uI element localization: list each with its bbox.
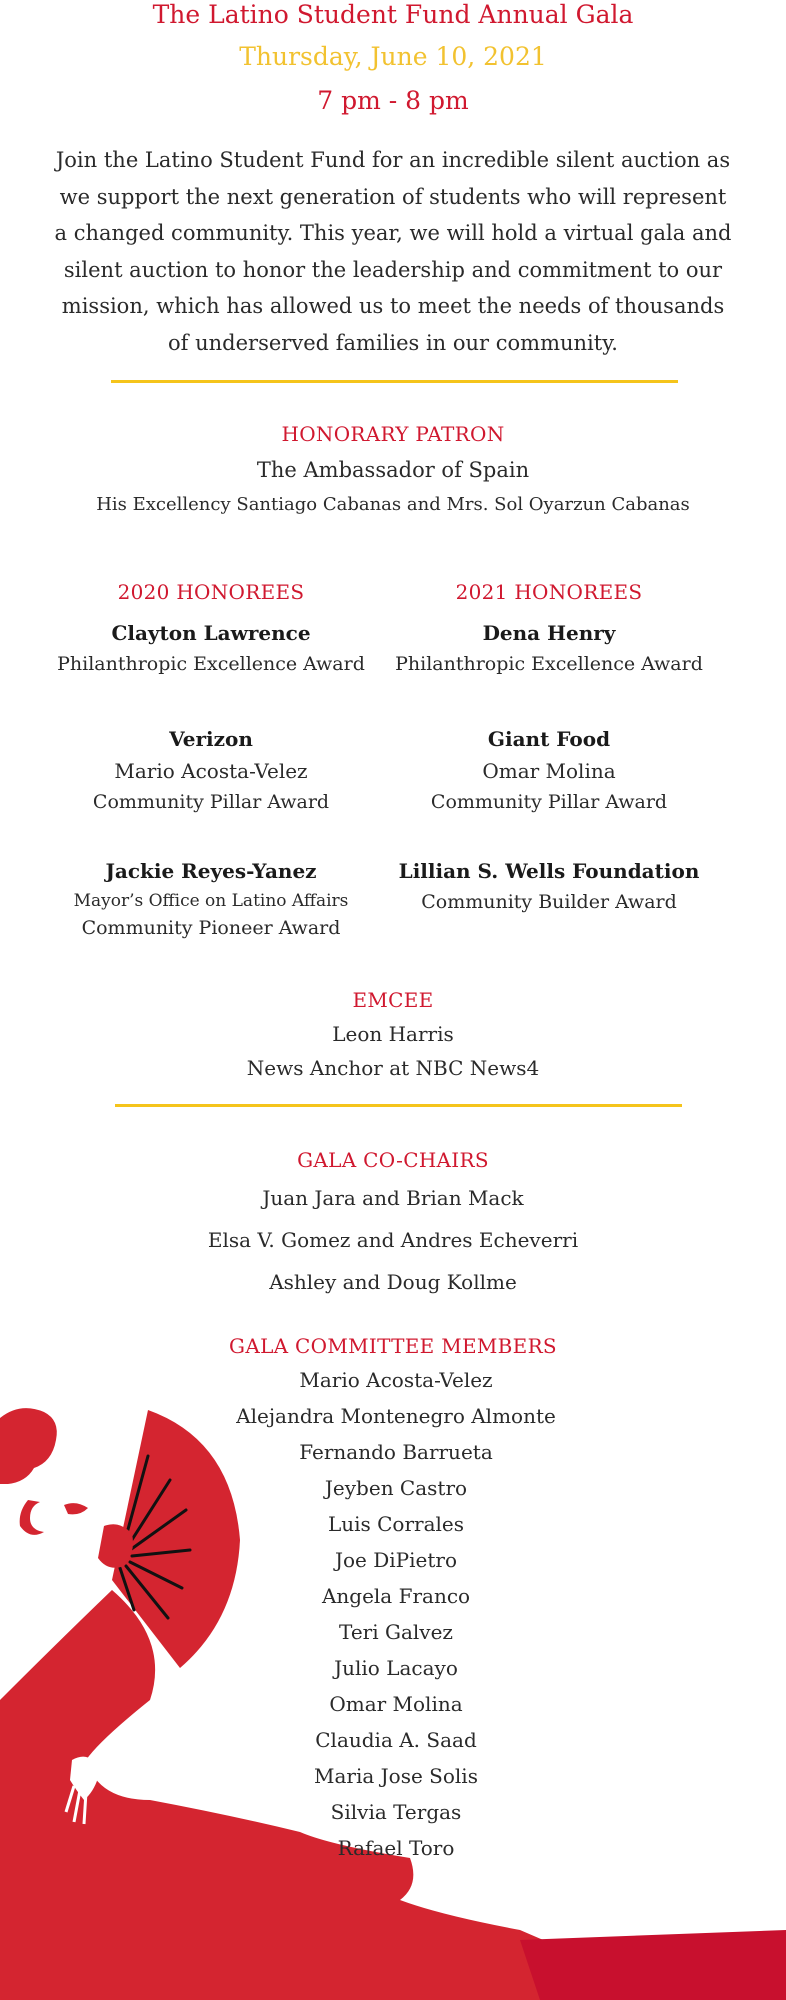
honoree-affiliation: Mayor’s Office on Latino Affairs — [73, 891, 349, 911]
honoree-award: Community Builder Award — [421, 891, 677, 913]
emcee-name: Leon Harris — [332, 1022, 454, 1046]
honoree-name: Clayton Lawrence — [111, 621, 311, 645]
intro-line: a changed community. This year, we will hold a virtual gala and — [54, 221, 732, 245]
honoree-award: Community Pillar Award — [92, 791, 330, 813]
committee-member: Mario Acosta-Velez — [299, 1368, 493, 1392]
honoree-award: Philanthropic Excellence Award — [395, 653, 703, 675]
event-title: The Latino Student Fund Annual Gala — [152, 0, 634, 29]
committee-member: Joe DiPietro — [334, 1548, 457, 1572]
honorees-2021-column — [356, 580, 742, 913]
honoree-award: Philanthropic Excellence Award — [57, 653, 365, 675]
event-time: 7 pm - 8 pm — [317, 86, 469, 115]
committee-member: Luis Corrales — [327, 1512, 465, 1536]
honoree-name: Lillian S. Wells Foundation — [398, 859, 700, 883]
hair-flower-shape — [0, 1408, 57, 1484]
committee-member: Silvia Tergas — [330, 1800, 462, 1824]
lips-shape — [64, 1503, 88, 1514]
committee-member: Teri Galvez — [339, 1620, 453, 1644]
honoree-name: Verizon — [169, 727, 253, 751]
intro-line: silent auction to honor the leadership and commitment to our — [63, 257, 723, 282]
event-intro — [52, 142, 734, 361]
event-date: Thursday, June 10, 2021 — [239, 42, 547, 71]
committee-member: Angela Franco — [321, 1584, 471, 1608]
committee-member: Alejandra Montenegro Almonte — [236, 1404, 556, 1428]
honoree-person: Omar Molina — [482, 759, 616, 783]
committee-member: Julio Lacayo — [334, 1656, 458, 1680]
co-chairs-heading: GALA CO-CHAIRS — [297, 1148, 489, 1172]
co-chair-names: Elsa V. Gomez and Andres Echeverri — [207, 1228, 579, 1252]
honorees-2021-heading: 2021 HONOREES — [455, 580, 643, 604]
co-chair-names: Juan Jara and Brian Mack — [262, 1186, 524, 1210]
intro-line: Join the Latino Student Fund for an incredible silent auction as — [55, 148, 731, 172]
honorary-patron-heading: HONORARY PATRON — [281, 422, 505, 446]
honoree-name: Dena Henry — [482, 621, 616, 645]
committee-member: Maria Jose Solis — [314, 1764, 478, 1788]
committee-member: Jeyben Castro — [324, 1476, 468, 1500]
divider-middle — [115, 1104, 682, 1107]
emcee-heading: EMCEE — [352, 988, 434, 1012]
honorees-2020-heading: 2020 HONOREES — [117, 580, 305, 604]
committee-member: Rafael Toro — [337, 1836, 455, 1860]
face-curl-shape — [20, 1500, 44, 1535]
committee-members-list — [196, 1362, 596, 1866]
bottom-banner-shape — [520, 1930, 786, 2000]
honoree-award: Community Pillar Award — [430, 791, 668, 813]
honoree-award: Community Pioneer Award — [81, 917, 341, 939]
honorary-patron-title: The Ambassador of Spain — [256, 458, 530, 482]
divider-top — [111, 380, 678, 383]
honoree-name: Jackie Reyes-Yanez — [105, 859, 317, 883]
committee-member: Omar Molina — [329, 1692, 463, 1716]
honoree-person: Mario Acosta-Velez — [114, 759, 308, 783]
intro-line: of underserved families in our community. — [168, 330, 618, 355]
intro-line: mission, which has allowed us to meet the needs of thousands — [61, 294, 725, 318]
committee-member: Claudia A. Saad — [315, 1728, 477, 1752]
honoree-name: Giant Food — [487, 727, 611, 751]
emcee-role: News Anchor at NBC News4 — [246, 1056, 540, 1080]
honorary-patron-names: His Excellency Santiago Cabanas and Mrs. Sol Oyarzun Cabanas — [96, 494, 690, 515]
intro-line: we support the next generation of students who will represent — [59, 184, 727, 209]
committee-heading: GALA COMMITTEE MEMBERS — [229, 1334, 557, 1358]
honorees-2020-column — [18, 580, 404, 939]
co-chair-names: Ashley and Doug Kollme — [269, 1270, 517, 1294]
committee-member: Fernando Barrueta — [299, 1440, 493, 1464]
